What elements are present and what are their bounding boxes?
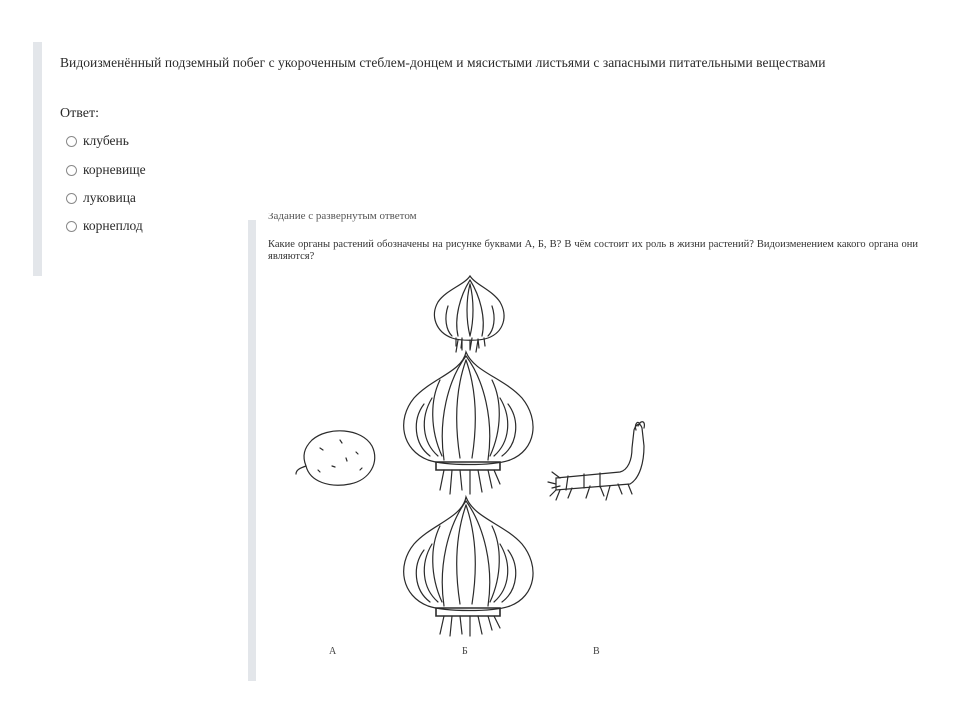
tuber-drawing — [296, 431, 375, 485]
bulb-drawing-bottom — [404, 497, 533, 636]
answer-option-label: луковица — [83, 190, 136, 205]
answer-label: Ответ: — [60, 106, 99, 121]
question2-header: Задание с развёрнутым ответом — [268, 213, 417, 222]
question2-text: Какие органы растений обозначены на рисунке буквами А, Б, В? В чём состоит их роль в жизни растений? Видоизменением какого органа они являются? — [268, 239, 918, 262]
rhizome-drawing — [548, 422, 644, 500]
bulb-drawing-middle — [404, 338, 533, 494]
figure-label-b: Б — [462, 646, 468, 657]
small-bulb-drawing — [434, 276, 504, 349]
answer-option-label: клубень — [83, 133, 129, 148]
answer-option-label: корнеплод — [83, 218, 143, 233]
figure-label-a: А — [329, 646, 337, 657]
question-text: Видоизменённый подземный побег с укороченным стеблем-донцем и мясистыми листьями с запасными питательными веществами — [60, 55, 826, 70]
answer-option-label: корневище — [83, 162, 146, 177]
figure-label-v: В — [593, 646, 600, 657]
